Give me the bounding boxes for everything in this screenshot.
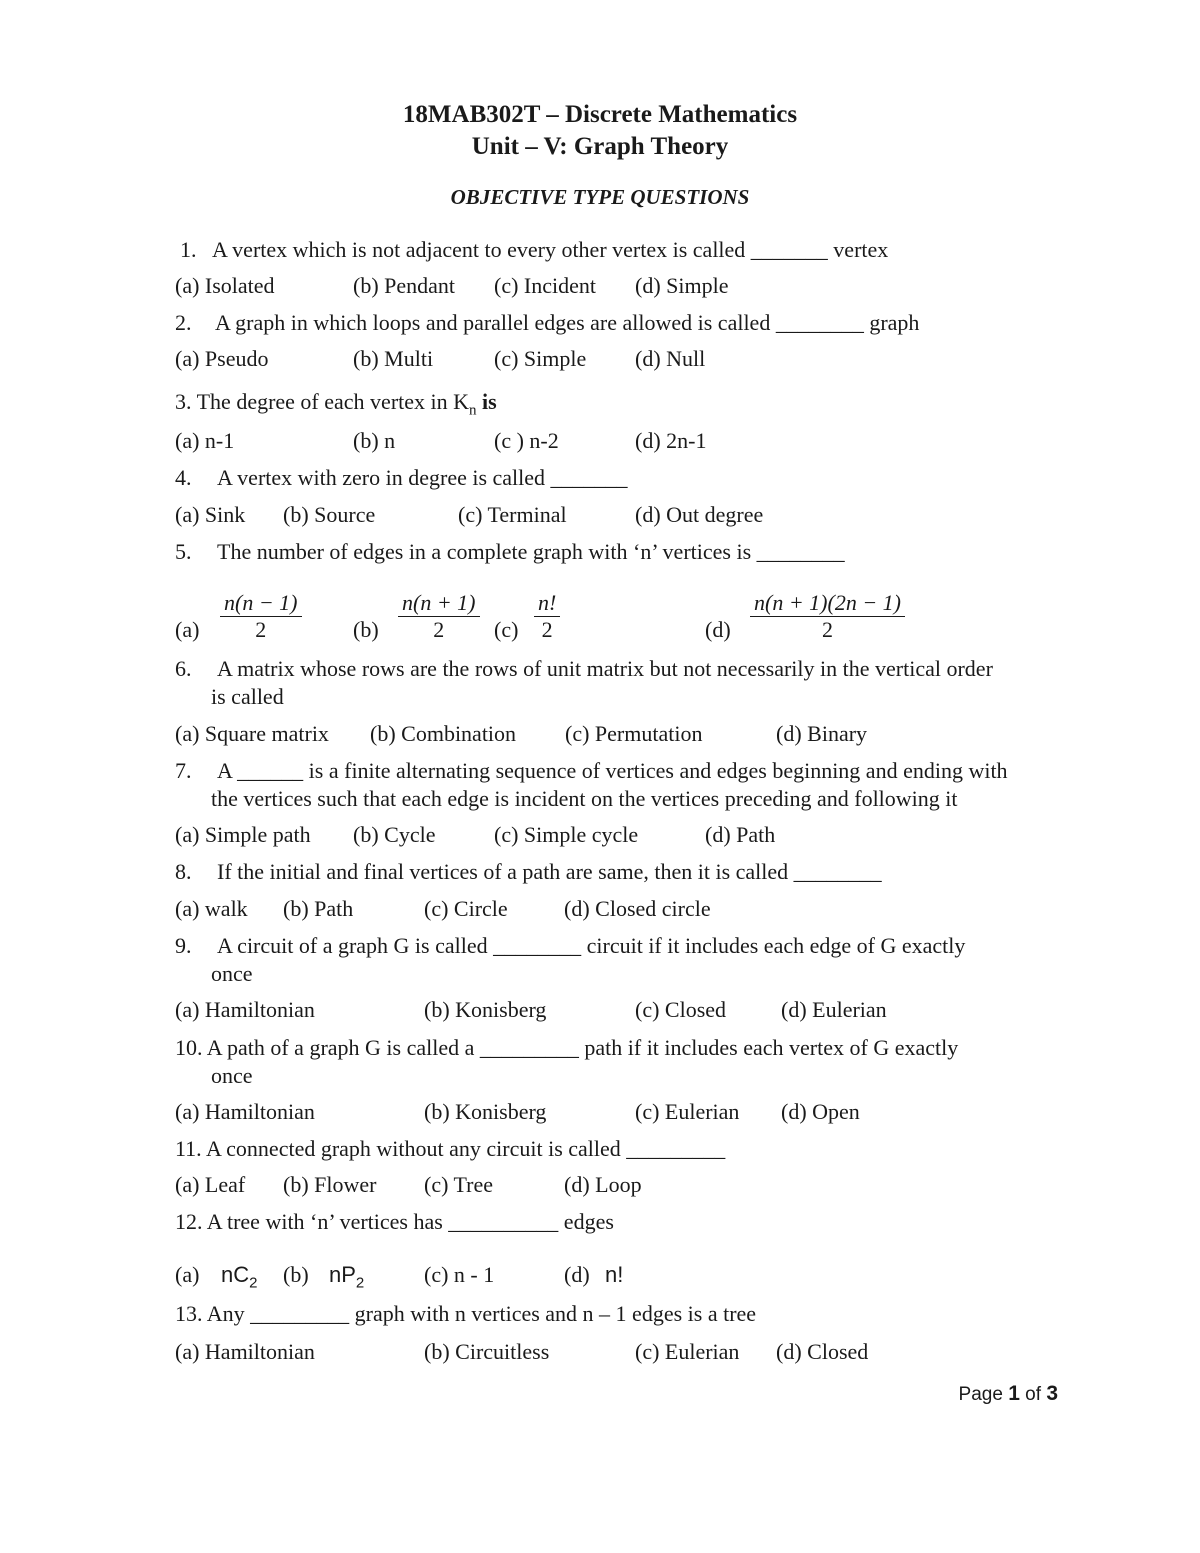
question-13: 13. Any _________ graph with n vertices and n – 1 edges is a tree bbox=[175, 1301, 757, 1326]
option-12d-math: n! bbox=[605, 1262, 624, 1287]
question-2: 2. A graph in which loops and parallel edges are allowed is called ________ graph bbox=[175, 310, 920, 335]
options-5: (a) (b) (c) (d) bbox=[175, 617, 731, 642]
question-8: 8. If the initial and final vertices of a path are same, then it is called ________ bbox=[175, 859, 882, 884]
fraction-a: $\frac{n(n - 1)}{2}$ bbox=[220, 590, 302, 643]
question-1: 1. A vertex which is not adjacent to every other vertex is called _______ vertex bbox=[180, 237, 889, 262]
question-6-cont: is called bbox=[211, 684, 284, 709]
question-12: 12. A tree with ‘n’ vertices has __________ edges bbox=[175, 1209, 614, 1234]
page-number: Page 1 of 3 bbox=[958, 1382, 1058, 1405]
document-page: 18MAB302T – Discrete Mathematics Unit – V: Graph Theory OBJECTIVE TYPE QUESTIONS 1. A vertex which is not adjacent to every other vertex is called _______ vertex (a) Isolated (b) Pendant (c) Incident (d) Simple 2. A graph in which loops and parallel edges are allowed is called ________ graph (a) Pseudo (b) Multi (c) Simple (d) Null 3. The degree of each vertex in $K_n$ is (a) n-1 (b) n (c ) n-2 (d) 2n-1 4. A vertex with zero in degree is called _______ (a) Sink (b) Source (c) Terminal (d) Out degree 5. The number of edges in a complete graph with ‘n’ vertices is ________ (a) (b) (c) (d) $\frac{n(n - 1)}{2}$ $\frac{n(n + 1)}{2}$ $\frac{n!}{2}$ $\frac{n(n + 1)(2n - 1)}{2}$ 6. A matrix whose rows are the rows of unit matrix but not necessarily in the vertical order is called (a) Square matrix (b) Combination (c) Permutation (d) Binary 7. A ______ is a finite alternating sequence of vertices and edges beginning and ending with the vertices such that each edge is incident on the vertices preceding and following it (a) Simple path (b) Cycle (c) Simple cycle (d) Path 8. If the initial and final vertices of a path are same, then it is called ________ (a) walk (b) Path (c) Circle (d) Closed circle 9. A circuit of a graph G is called ________ circuit if it includes each edge of G exactly once (a) Hamiltonian (b) Konisberg (c) Closed (d) Eulerian 10. A path of a graph G is called a _________ path if it includes each vertex of G exactly once (a) Hamiltonian (b) Konisberg (c) Eulerian (d) Open 11. A connected graph without any circuit is called _________ (a) Leaf (b) Flower (c) Tree (d) Loop 12. A tree with ‘n’ vertices has __________ edges (a) $nC_2$ (b) $nP_2$ (c) n - 1 (d) n! 13. Any _________ graph with n vertices and n – 1 edges is a tree (a) Hamiltonian (b) Circuitless (c) Eulerian (d) Closed Page 1 of 3 bbox=[0, 0, 1200, 1553]
option-12b-math: $nP_2$ bbox=[329, 1262, 365, 1292]
question-4: 4. A vertex with zero in degree is called _______ bbox=[175, 465, 628, 490]
question-9: 9. A circuit of a graph G is called ________ circuit if it includes each edge of G exactly bbox=[175, 933, 966, 958]
question-7-cont: the vertices such that each edge is incident on the vertices preceding and following it bbox=[211, 786, 958, 811]
option-12a-math: $nC_2$ bbox=[221, 1262, 258, 1292]
question-7: 7. A ______ is a finite alternating sequence of vertices and edges beginning and ending with bbox=[175, 758, 1008, 783]
question-11: 11. A connected graph without any circuit is called _________ bbox=[175, 1136, 726, 1161]
question-3: 3. The degree of each vertex in $K_n$ is bbox=[175, 389, 497, 419]
unit-title: Unit – V: Graph Theory bbox=[471, 133, 729, 160]
fraction-d: $\frac{n(n + 1)(2n - 1)}{2}$ bbox=[750, 590, 905, 643]
fraction-c: $\frac{n!}{2}$ bbox=[534, 590, 560, 643]
question-6: 6. A matrix whose rows are the rows of unit matrix but not necessarily in the vertical order bbox=[175, 656, 993, 681]
fraction-b: $\frac{n(n + 1)}{2}$ bbox=[398, 590, 480, 643]
section-heading: OBJECTIVE TYPE QUESTIONS bbox=[450, 185, 750, 209]
question-10-cont: once bbox=[211, 1063, 253, 1088]
course-title: 18MAB302T – Discrete Mathematics bbox=[402, 101, 798, 128]
question-9-cont: once bbox=[211, 961, 253, 986]
question-5: 5. The number of edges in a complete graph with ‘n’ vertices is ________ bbox=[175, 539, 845, 564]
question-10: 10. A path of a graph G is called a _________ path if it includes each vertex of G exactly bbox=[175, 1035, 959, 1060]
